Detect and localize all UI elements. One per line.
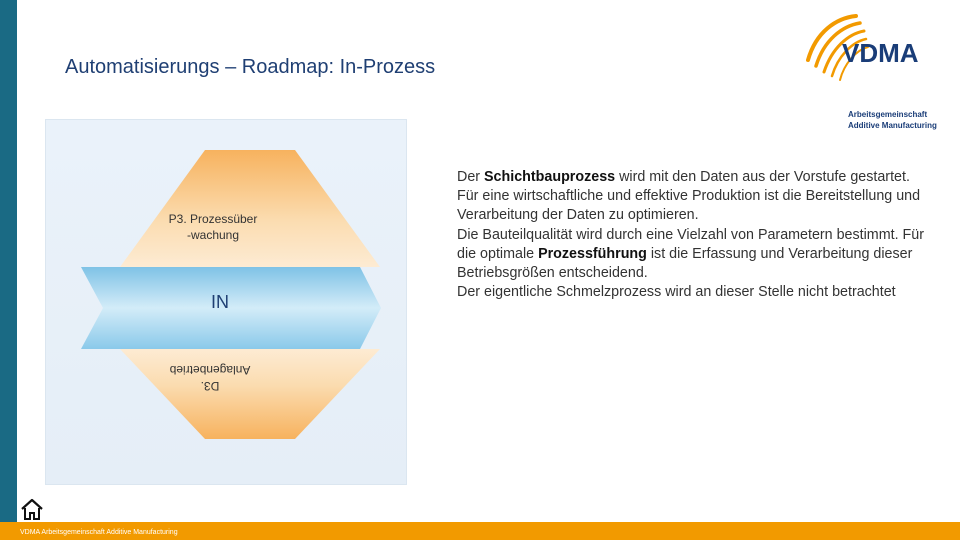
left-accent-bar <box>0 0 17 522</box>
description-paragraph-3: Der eigentliche Schmelzprozess wird an dieser Stelle nicht betrachtet <box>457 284 896 301</box>
center-section-label: IN <box>211 292 229 312</box>
footer-text: VDMA Arbeitsgemeinschaft Additive Manufacturing <box>20 529 178 536</box>
description-paragraph-1: Der Schichtbauprozess wird mit den Daten aus der Vorstufe gestartet. Für eine wirtschaftliche und effektive Produktion ist die Bereitstellung und Verarbeitung der Daten zu optimieren. <box>457 169 921 224</box>
top-trapezoid <box>120 150 380 267</box>
logo-subtitle-line1: Arbeitsgemeinschaft <box>848 110 928 119</box>
vdma-wordmark: VDMA <box>842 38 919 68</box>
page-title: Automatisierungs – Roadmap: In-Prozess <box>65 56 436 78</box>
home-icon <box>19 496 45 522</box>
description-paragraph-2: Die Bauteilqualität wird durch eine Vielzahl von Parametern bestimmt. Für die optimale Prozessführung ist die Erfassung und Verarbeitung dieser Betriebsgrößen entscheidend. <box>457 226 924 282</box>
logo-subtitle-line2: Additive Manufacturing <box>848 121 937 130</box>
description-text <box>457 168 927 302</box>
home-button[interactable] <box>19 496 45 522</box>
bottom-section-label: D3. Anlagenbetrieb <box>169 363 251 393</box>
top-section-label: P3. Prozessüber -wachung <box>168 212 258 242</box>
